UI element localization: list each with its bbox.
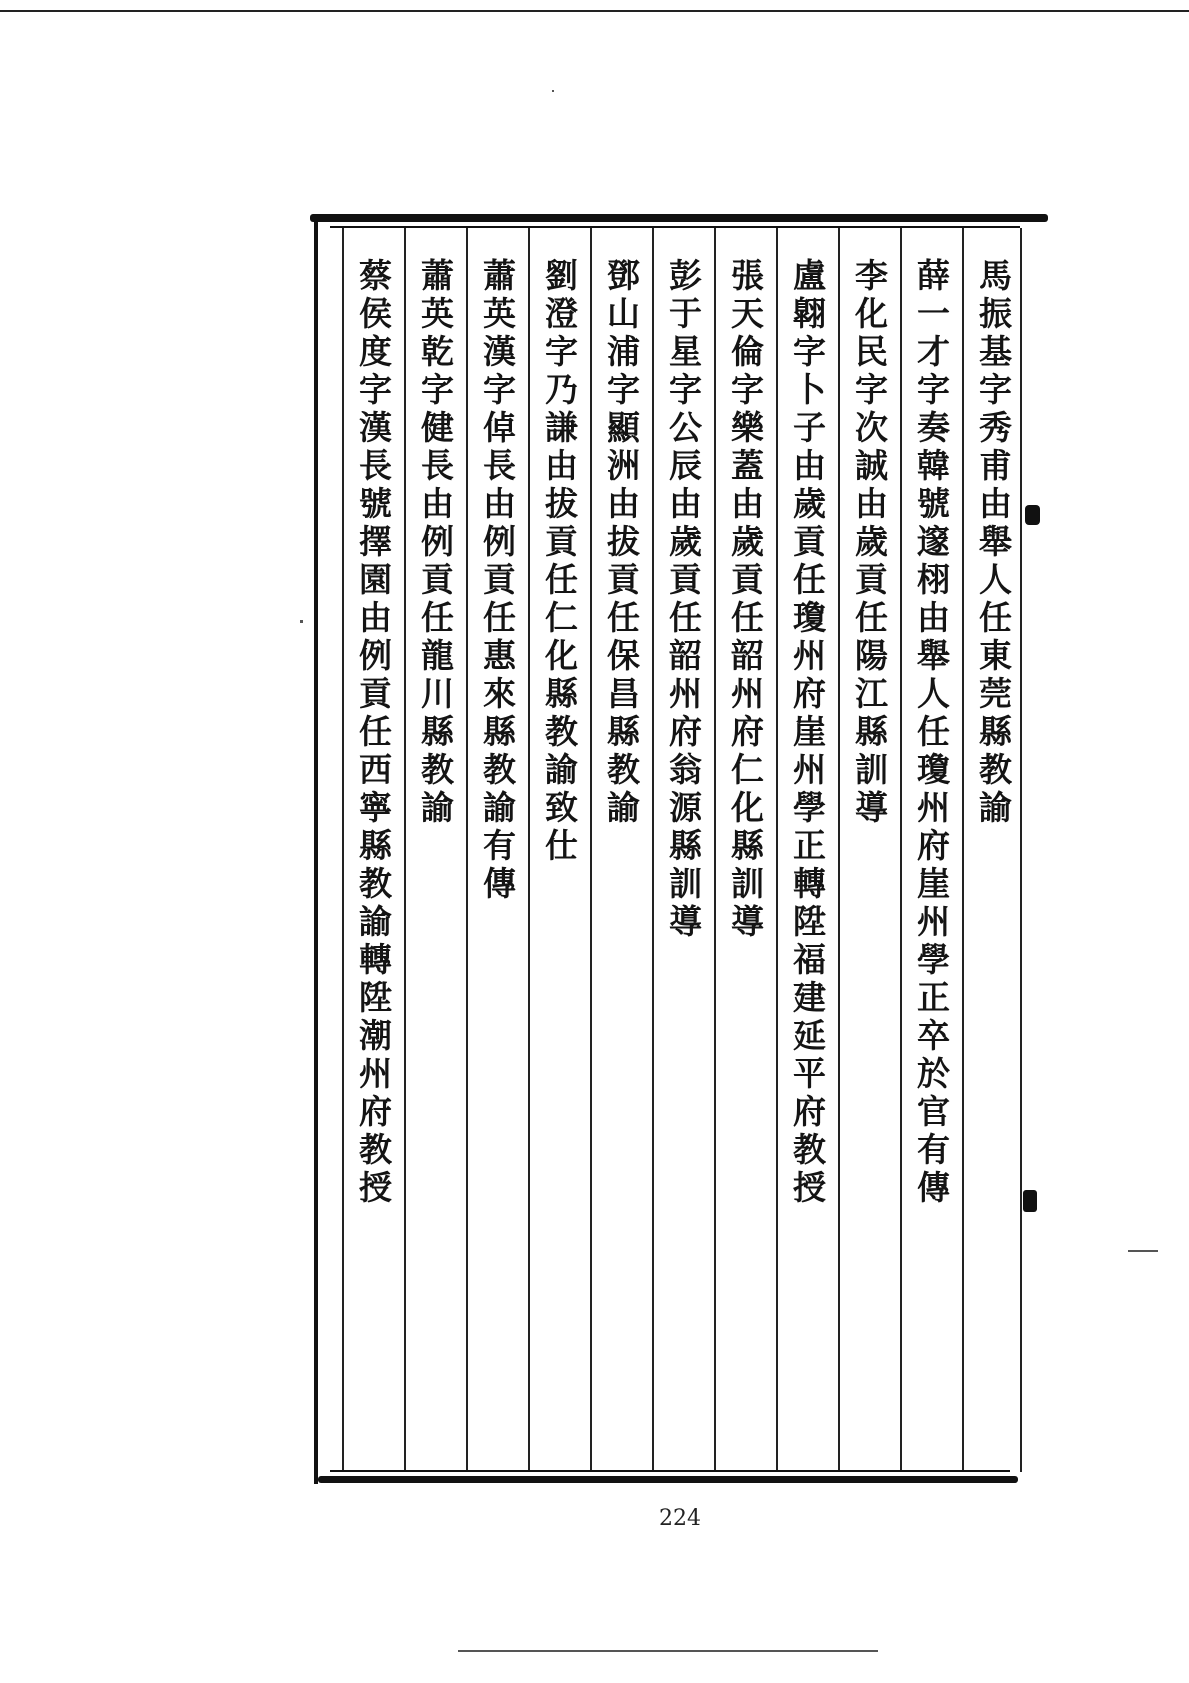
frame-top-rule (310, 214, 1048, 222)
text-column-9: 蕭英漢字倬長由例貢任惠來縣教諭有傳 (478, 258, 517, 904)
frame-bottom-inner-rule (330, 1470, 1010, 1472)
column-divider (962, 228, 964, 1470)
column-divider (838, 228, 840, 1470)
scan-speck (1128, 1250, 1158, 1252)
text-column-5: 張天倫字樂蓋由歲貢任韶州府仁化縣訓導 (726, 258, 765, 942)
text-column-6: 彭于星字公辰由歲貢任韶州府翁源縣訓導 (664, 258, 703, 942)
text-column-1: 馬振基字秀甫由舉人任東莞縣教諭 (974, 258, 1013, 828)
scan-speck (552, 90, 554, 92)
text-column-2: 薛一才字奏韓號邃栩由舉人任瓊州府崖州學正卒於官有傳 (912, 258, 951, 1208)
top-border-rule (0, 10, 1189, 12)
frame-top-inner-rule (330, 226, 1020, 228)
binding-mark (1023, 1190, 1037, 1212)
frame-bottom-rule (318, 1476, 1018, 1483)
column-divider (714, 228, 716, 1470)
column-divider (652, 228, 654, 1470)
column-divider (900, 228, 902, 1470)
scan-speck (300, 620, 303, 623)
column-divider (466, 228, 468, 1470)
text-column-4: 盧翺字卜子由歲貢任瓊州府崖州學正轉陞福建延平府教授 (788, 258, 827, 1208)
text-column-7: 鄧山浦字顯洲由拔貢任保昌縣教諭 (602, 258, 641, 828)
column-divider (404, 228, 406, 1470)
frame-right-rule (1020, 228, 1022, 1472)
text-column-11: 蔡侯度字漢長號擇園由例貢任西寧縣教諭轉陞潮州府教授 (354, 258, 393, 1208)
text-column-3: 李化民字次誠由歲貢任陽江縣訓導 (850, 258, 889, 828)
column-divider (342, 228, 344, 1470)
page-number: 224 (659, 1506, 701, 1531)
column-divider (590, 228, 592, 1470)
text-column-10: 蕭英乾字健長由例貢任龍川縣教諭 (416, 258, 455, 828)
column-divider (528, 228, 530, 1470)
scan-edge-line (458, 1650, 878, 1652)
column-divider (776, 228, 778, 1470)
binding-mark (1025, 505, 1040, 525)
text-column-8: 劉澄字乃謙由拔貢任仁化縣教諭致仕 (540, 258, 579, 866)
